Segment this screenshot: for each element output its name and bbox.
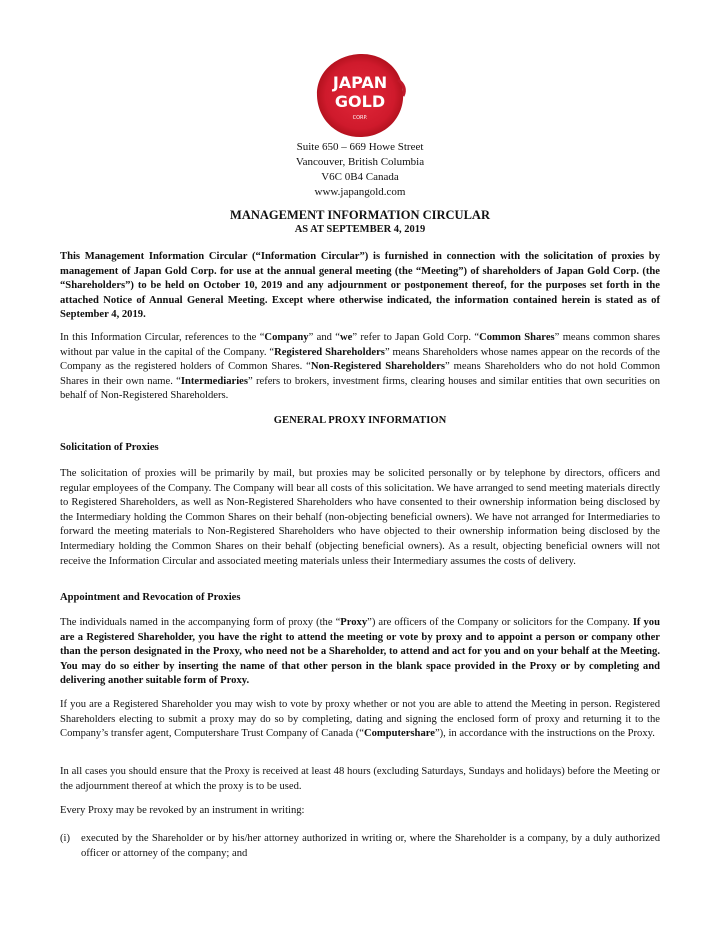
solicitation-heading: Solicitation of Proxies [60,442,159,453]
japan-gold-logo [310,50,410,140]
solicitation-paragraph: The solicitation of proxies will be primarily by mail, but proxies may be solicited personally or by telephone by directors, officers and regular employees of the Company. The Company will bear all costs of this solicitation. We have arranged to send meeting materials directly to Registered Shareholders, as well as Non-Registered Shareholders who have consented to their ownership information being disclosed by the Intermediary holding the Common Shares on their behalf (non-objecting beneficial owners). We have not arranged for Intermediaries to forward the meeting materials to Non-Registered Shareholders who have objected to their ownership information being disclosed by the Intermediary holding the Common Shares on their behalf (objecting beneficial owners). As a result, objecting beneficial owners will not receive the Information Circular and associated meeting materials unless their Intermediary assumes the costs of delivery. [60,468,660,567]
logo-line3: CORP. [352,115,368,121]
list-item-number: (i) [60,833,70,844]
company-address [0,140,720,200]
list-item-text: executed by the Shareholder or by his/her attorney authorized in writing or, where the Shareholder is a company, by a duly authorized officer or attorney of the company; and [81,833,660,859]
definitions-paragraph: In this Information Circular, references to the “Company” and “we” refer to Japan Gold Corp. “Common Shares” means common shares without par value in the capital of the Company. “Registered Shareholders” means Shareholders whose names appear on the records of the Company as the registered holders of Common Shares. “Non-Registered Shareholders” means Shareholders who do not hold Common Shares in their own name. “Intermediaries” refers to brokers, investment firms, clearing houses and similar entities that own securities on behalf of Non-Registered Shareholders. [60,332,660,402]
address-line: V6C 0B4 Canada [321,171,399,183]
document-subtitle: AS AT SEPTEMBER 4, 2019 [294,224,426,235]
website-link[interactable]: www.japangold.com [314,186,406,198]
address-line: Suite 650 – 669 Howe Street [296,141,424,153]
logo-line1: JAPAN [332,73,388,92]
document-title: MANAGEMENT INFORMATION CIRCULAR [230,208,490,222]
logo-line2: GOLD [334,92,386,111]
registered-vote-paragraph: If you are a Registered Shareholder you may wish to vote by proxy whether or not you are able to attend the Meeting in person. Registered Shareholders electing to submit a proxy may do so by completing, dating and signing the enclosed form of proxy and returning it to the Company’s transfer agent, Computershare Trust Company of Canada (“Computershare”), in accordance with the instructions on the Proxy. [60,699,660,740]
address-line: Vancouver, British Columbia [295,156,425,168]
intro-paragraph: This Management Information Circular (“Information Circular”) is furnished in connection with the solicitation of proxies by management of Japan Gold Corp. for use at the annual general meeting (the “Meeting”) of shareholders of Japan Gold Corp. (the “Shareholders”) to be held on October 10, 2019 and any adjournment or postponement thereof, for the purposes set forth in the attached Notice of Annual General Meeting. Except where otherwise indicated, the information contained herein is stated as of September 4, 2019. [60,251,660,321]
appointment-paragraph: The individuals named in the accompanying form of proxy (the “Proxy”) are officers of the Company or solicitors for the Company. If you are a Registered Shareholder, you have the right to attend the meeting or vote by proxy and to appoint a person or company other than the person designated in the Proxy, who need not be a Shareholder, to attend and act for you and on your behalf at the Meeting. You may do so either by inserting the name of that other person in the blank space provided in the Proxy or by completing and delivering another suitable form of Proxy. [60,617,660,687]
deadline-paragraph: In all cases you should ensure that the Proxy is received at least 48 hours (excluding Saturdays, Sundays and holidays) before the Meeting or the adjournment thereof at which the proxy is to be used. [60,766,660,792]
section-heading: GENERAL PROXY INFORMATION [273,415,447,426]
revocation-intro: Every Proxy may be revoked by an instrument in writing: [60,805,305,816]
appointment-heading: Appointment and Revocation of Proxies [60,592,241,603]
